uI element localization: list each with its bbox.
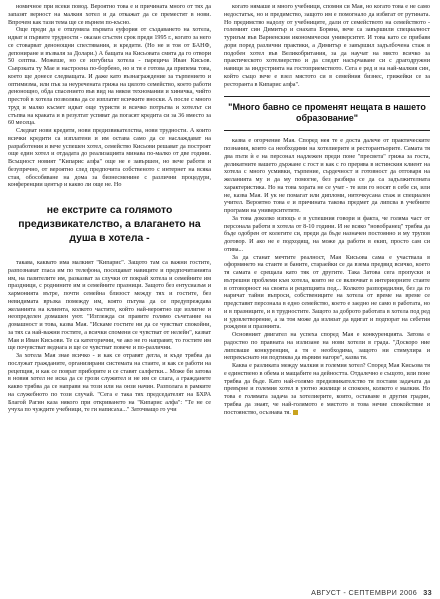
body-paragraph: За да станат мечтите реалност, Мая Кисьова сама е участвала в оформянето на стаите и баните, стараейки се да взема предвид всичко, което тя самата е срещала като тяк от другите. Така Затова сега пропуски и вътрешни проблеми към хотела, които не се включват в интериорните стаите в отговорност на своята и рецепцията под... Колкото разпорядилни, без да го наричат тайни въпроси, собствениците на хотела от време на време се представят персонала в едно семейство, което е заедно не само в работата, но и в празниците, и в трудностите. Защото за доброто работата в хотела под ред и удовлетворение, а за тоя може да излязат да вдигат и подпорат на себетия рождени и празнията. xyxy=(224,254,430,331)
body-paragraph: Следват нови кредити, нови предизвикателства, нови трудности. А които всички кредити са изплатени и им остава само да се наслаждават на разработения и вече успешен хотел, семейство Кисьови решават да построят още един хотел и отдадата до реализацията минава по-малко от две години. Всъщност новият "Кипарис алфа" още не е завършен, но вече работи и безупречно, от вероятно след предпочита собственото с интернет на всяка стая, обособяване на дома за бизнесменине с различни процедури, конференции център и какво ли още не. Но xyxy=(8,128,211,189)
pull-quote: "Много бавно се променят нещата в нашето образование" xyxy=(224,96,430,131)
body-paragraph: Още преди да е отшумяла първата еуфория от създаването на хотела, идват и първите трудности - оказан сгъстен срок преди 1995 г., когато за него се стоварват денонощни спестявания, и кредити. (Но не и тоя от БАНФ, депониране и възваля за Долари.) А бащата на Кисьовата смята да го отвори 50 септва. Можеше, но се изгубиха хотела - парецича Иван Кисьов. Сьврзката ту Мае и настроена по-борбено, но и тя е готова да припема това, което ще донесе следващата. И даже като възнаграждение за търпението и оптимизма, или пък за неуречената грижа на цялото семейство, което работи денонощно, обда спасението във вид на някои техномании и хиничка, чийто престой в хотела позволява да се изплатят всичките вноски. А после с много труд и малко късмет идват още туристи и всичко потръгва и хотелът си стъпва на краката и в резултат успяват да погасят кредита си за 36 вместо за 60 месеца. xyxy=(8,27,211,127)
last-paragraph-text: Каква е разликата между малкия и големия хотел? Според Мая Кисьова тя е единствено в обема и мащабите на дейността. Отдалечно е същото, или поне трябва да бъде. Като най-голямо предизвикателство тя поставя задачата да превърне и големия хотел в уютно жилище и спокоен, колкото е малкия. Но това е голямата задача за хотелиерите, които, оставаме в другия градин, трябва да знаят, че най-голямото е мястото в това нечие спокойствие и постоянство, осъзнава тя. xyxy=(224,363,430,416)
body-paragraph: когато нямаше и много учебници, спомня си Мая, но когато това е не само недостатък, но и предимство, защото им е помогнало да избягат от рутината. Но предимство надолу от учебниците, дали от семейството на семейството - големият син Димитър и снахата Боряна, вече са завършили специалност туризъм във Варненския икономически университет. И това като се прибавя дори поред различни практики, а Димитър е завършил задълбочена стаж в подобен хотел във Великобритания, за да научат на място всичко за практическото хотелиерство и да следят насърчаване си с драгодружни навици за индустрията на гостоприемството. Сега е ред и на най-малкия син, който също вече е взел мястото си в семейния бизнес, грижейки се за ресторанта в Кипарис алфа". xyxy=(224,4,430,88)
end-mark-icon xyxy=(293,410,298,415)
body-paragraph: номичное при всеки повод. Вероятно това е и причината много от тях да запазят верност на малкия хотел и да откажат да се преместят в нови. Впрочем как тази тема ще се върнем по-късно. xyxy=(8,4,211,26)
section-heading: не екстрите са голямото предизвикателство, а влагането на душа в хотела - xyxy=(18,205,201,244)
page-number: 33 xyxy=(423,588,432,597)
body-paragraph xyxy=(224,363,430,417)
left-column xyxy=(8,4,211,415)
body-paragraph: Основният двигател на успеха според Мая е конкуренцията. Затова е радостно по правната на излизане на нови хотели в града. "Доскоро ние липсваше конкуренция, а тя е необходима, защото ни стимулира и непрекъснато ни подтиква да вървим нагоре", казва тя. xyxy=(224,332,430,362)
body-paragraph: За хотела Мая знае всичко - и как се отравят дегла, и къде трябва да послужат гражданите, организирани системата на стаите, и как се работи на рецепция, и как се поврат приборите и се ставят салфетки... Може би затова в новия хотел не иска да се грози служител и не им се слага, а гражданете какво трябва да се направи на този или на онзи начин. Разполага в рамките на служебното по този случай. "Сега е така тях председателят на БХРА Благой Рагин каза някого при откриването на "Кипарис алфа": "Те не се учуха по чуждите учебници, те ги написаха..." Заточващо го учи xyxy=(8,353,211,414)
right-column xyxy=(224,4,430,417)
page-footer xyxy=(311,588,432,597)
body-paragraph: За това доколко изпоцъ е в успешния говори и факта, че голяма част от персонала работи в хотела от 8-10 години. И не всяко "новобранец" трябва да бъде одобрен от колегите си, преди да бъде назначен постоянно и му трупов договор. И ако не е подходящ, на може да работи в екип, просто сам си отива... xyxy=(224,215,430,253)
issue-date: АВГУСТ - СЕПТЕМВРИ 2006 xyxy=(311,588,418,597)
body-paragraph: такава, каквато има малкият "Кипарис". Защото там са важни гостите, разпознават гласа им по телефона, посещават навиците и предпочитанията им, на пазителите им, разказват за случки от покрай хотела и семейните им праздници, с роднините им и семейните празници. Защото без ентусиазъм и хармонията вътре, почти семейна близост между тях и гостите, без невидимата връзка помежду им, която пътува да се предупреждава желанията на клиента, колкото частите, който най-вероятно ще излигне и неопределен домашен уют. "Изглежда си правите голямо съчетание на домашност и това, казва Мая. "Искаме гостите ни да се чувстват спокойни, за тях са най-важни гостите, а всички спомени се чувстват от нелейн", казват Мая и Иван Кисьови. Те са категорични, че ако не го направят, то гостите им ще почувстват веднага и ще се чувстват повече и по-различни. xyxy=(8,260,211,352)
body-paragraph: казва е огорчение Мая. Според нея те е доста далече от практическите познания, които са необходими на хотелиерите и ресторантьорите. Самата тя два пъти ѝ е на персонал надлежен преди поне "пресвета" грижа за госта, деликатните вашето държане с гост и как с го прерява в истинския клиент на хотела с много усмивки, търпение, сърдечност и готовност да отговаря на желанията му и да му помогне, без разбира се да са задължителната характеристика. Но на това хората не се учат - те или го носят в себе си, или не, казва Мая. И ук не помагат или дипломи, ниточкусана стаж и специален учител. Вероятно това е и причината такова предмет да липсва в учебните програми на университетите. xyxy=(224,138,430,214)
